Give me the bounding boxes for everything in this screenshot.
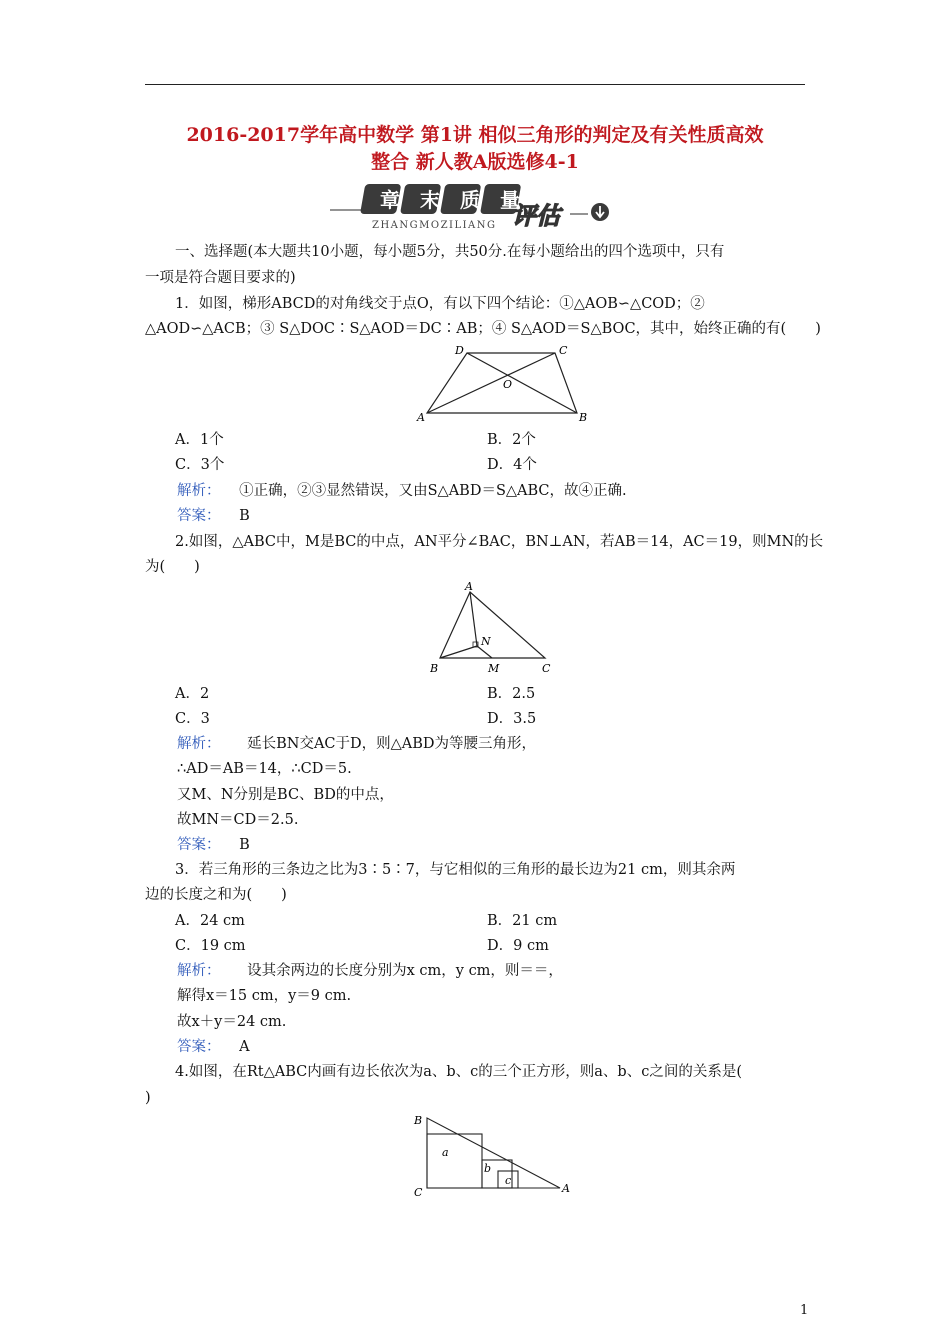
q1-trapezoid-figure: [415, 343, 595, 425]
title-line-2: 整合 新人教A版选修4-1: [371, 151, 579, 173]
q1-stem-1: 1．如图，梯形ABCD的对角线交于点O，有以下四个结论：①△AOB∽△COD；②: [175, 296, 705, 312]
q2-stem-2: 为( ): [145, 559, 200, 575]
q4-label-c-side: c: [505, 1174, 512, 1187]
q3-analysis-line-1: 设其余两边的长度分别为x cm，y cm，则＝＝，: [247, 963, 563, 979]
section-intro-2: 一项是符合题目要求的): [145, 270, 296, 286]
q2-answer-label: 答案：: [177, 837, 221, 853]
q1-stem-2: △AOD∽△ACB；③ S△DOC∶S△AOD＝DC∶AB；④ S△AOD＝S△BOC，其中，始终正确的有( ): [145, 321, 821, 337]
q3-option-d: D．9 cm: [487, 938, 549, 954]
q4-stem-1: 4.如图，在Rt△ABC内画有边长依次为a、b、c的三个正方形，则a、b、c之间的关系是(: [175, 1064, 742, 1080]
q3-option-b: B．21 cm: [487, 913, 558, 929]
q1-answer: [177, 506, 842, 526]
document-title: [140, 122, 810, 176]
q1-label-o: O: [503, 378, 513, 391]
q3-option-c: C．19 cm: [175, 938, 246, 954]
q1-label-d: D: [455, 344, 464, 357]
q4-label-b: B: [414, 1114, 423, 1127]
q2-triangle-figure: [430, 582, 560, 678]
q2-analysis-line-3: 又M、N分别是BC、BD的中点，: [177, 787, 394, 803]
q4-label-a: A: [562, 1182, 570, 1195]
q2-label-b: B: [430, 662, 439, 675]
banner-char-3: 质: [460, 188, 480, 212]
q2-label-c: C: [542, 662, 551, 675]
q3-option-a: A．24 cm: [175, 913, 245, 929]
q3-stem-2: 边的长度之和为( ): [145, 887, 287, 903]
banner-char-2: 末: [420, 188, 440, 212]
q4-stem-2: ): [145, 1090, 151, 1106]
q2-analysis-label: 解析：: [177, 736, 221, 752]
page-number: 1: [800, 1303, 809, 1318]
q4-label-a-side: a: [442, 1146, 449, 1159]
q1-option-b: B．2个: [487, 432, 536, 448]
chapter-review-banner: [330, 180, 620, 232]
q3-analysis-line-2: 解得x＝15 cm，y＝9 cm.: [177, 988, 352, 1004]
q2-analysis-line-1: 延长BN交AC于D，则△ABD为等腰三角形，: [247, 736, 537, 752]
title-line-1: 2016-2017学年高中数学 第1讲 相似三角形的判定及有关性质高效: [186, 124, 764, 146]
q1-option-d: D．4个: [487, 457, 537, 473]
q2-analysis-line-4: 故MN＝CD＝2.5.: [177, 812, 299, 828]
q3-analysis: [177, 961, 842, 981]
q2-option-a: A．2: [175, 686, 210, 702]
q4-squares-figure: [410, 1108, 580, 1200]
q1-option-c: C．3个: [175, 457, 225, 473]
q2-analysis-line-2: ∴AD＝AB＝14，∴CD＝5.: [177, 761, 352, 777]
q2-option-c: C．3: [175, 711, 210, 727]
q2-label-n: N: [481, 635, 491, 648]
q1-analysis-text: ①正确，②③显然错误，又由S△ABD＝S△ABC，故④正确.: [239, 483, 627, 499]
header-rule: [145, 84, 805, 85]
q2-answer: [177, 835, 842, 855]
q2-option-b: B．2.5: [487, 686, 536, 702]
q1-option-a: A．1个: [175, 432, 224, 448]
q2-label-a: A: [465, 582, 473, 593]
q1-label-c: C: [559, 344, 568, 357]
q4-label-b-side: b: [484, 1162, 492, 1175]
section-intro-1: 一、选择题(本大题共10小题，每小题5分，共50分.在每小题给出的四个选项中，只有: [175, 244, 725, 260]
q1-analysis-label: 解析：: [177, 483, 221, 499]
q4-label-c: C: [414, 1186, 423, 1199]
banner-pinyin: ZHANGMOZILIANG: [372, 220, 497, 231]
q2-answer-text: B: [239, 837, 250, 853]
q1-answer-text: B: [239, 508, 250, 524]
q3-answer: [177, 1037, 842, 1057]
q2-option-d: D．3.5: [487, 711, 537, 727]
q2-label-m: M: [488, 662, 500, 675]
banner-eval: 评估: [512, 201, 560, 230]
q3-answer-label: 答案：: [177, 1039, 221, 1055]
q1-label-a: A: [417, 411, 425, 424]
q3-analysis-label: 解析：: [177, 963, 221, 979]
q3-analysis-line-3: 故x＋y＝24 cm.: [177, 1014, 287, 1030]
q1-answer-label: 答案：: [177, 508, 221, 524]
q1-label-b: B: [579, 411, 588, 424]
banner-char-4: 量: [500, 188, 520, 212]
banner-char-1: 章: [380, 188, 400, 212]
q2-analysis: [177, 734, 842, 754]
q1-analysis: [177, 481, 842, 501]
q2-stem-1: 2.如图，△ABC中，M是BC的中点，AN平分∠BAC，BN⊥AN，若AB＝14，AC＝19，则MN的长: [175, 534, 824, 550]
q3-answer-text: A: [239, 1039, 250, 1055]
q3-stem-1: 3．若三角形的三条边之比为3∶5∶7，与它相似的三角形的最长边为21 cm，则其余两: [175, 862, 736, 878]
